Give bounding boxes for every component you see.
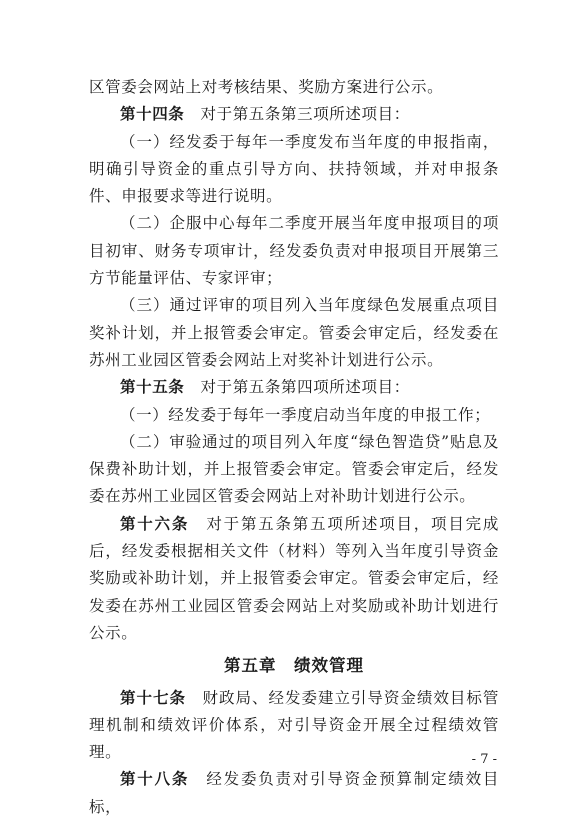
article-14-item-1 (89, 129, 499, 211)
paragraph-text: （二）企服中心每年二季度开展当年度申报项目的项目初审、财务专项审计，经发委负责对申报项目开展第三方节能量评估、专家评审； (89, 214, 499, 288)
article-14-item-3 (89, 292, 499, 374)
article-15-item-1 (89, 402, 499, 429)
paragraph-text: 对于第五条第四项所述项目： (184, 378, 410, 397)
article-15 (89, 374, 499, 401)
article-number: 第十八条 (120, 770, 190, 789)
paragraph-text: （一）经发委于每年一季度启动当年度的申报工作； (120, 405, 491, 424)
article-14 (89, 101, 499, 128)
paragraph-text: （三）通过评审的项目列入当年度绿色发展重点项目奖补计划，并上报管委会审定。管委会审定后，经发委在苏州工业园区管委会网站上对奖补计划进行公示。 (89, 296, 499, 369)
paragraph-text: 区管委会网站上对考核结果、奖励方案进行公示。 (89, 78, 444, 96)
article-18 (89, 766, 499, 821)
article-number: 第十五条 (120, 378, 185, 397)
paragraph-text: 对于第五条第五项所述项目，项目完成后，经发委根据相关文件（材料）等列入当年度引导资金奖励或补助计划，并上报管委会审定。管委会审定后，经发委在苏州工业园区管委会网站上对奖励或补助计划进行公示。 (89, 514, 499, 642)
article-16 (89, 511, 499, 647)
article-14-item-2 (89, 210, 499, 292)
paragraph-text: （二）审验通过的项目列入年度“绿色智造贷”贴息及保费补助计划，并上报管委会审定。管委会审定后，经发委在苏州工业园区管委会网站上对补助计划进行公示。 (89, 432, 499, 506)
chapter-title: 第五章 绩效管理 (224, 656, 364, 676)
paragraph-text: 财政局、经发委建立引导资金绩效目标管理机制和绩效评价体系，对引导资金开展全过程绩效管理。 (89, 688, 499, 762)
paragraph-text: 经发委负责对引导资金预算制定绩效目标， (89, 770, 499, 816)
paragraph-text: 对于第五条第三项所述项目： (184, 105, 410, 124)
article-number: 第十四条 (120, 105, 185, 124)
page-number: - 7 - (471, 752, 497, 767)
paragraph-continued (89, 74, 499, 101)
article-17 (89, 685, 499, 767)
document-body (89, 74, 499, 821)
paragraph-text: （一）经发委于每年一季度发布当年度的申报指南，明确引导资金的重点引导方向、扶持领域，并对申报条件、申报要求等进行说明。 (89, 132, 499, 206)
article-number: 第十七条 (120, 688, 186, 707)
article-number: 第十六条 (120, 514, 190, 533)
article-15-item-2 (89, 429, 499, 511)
